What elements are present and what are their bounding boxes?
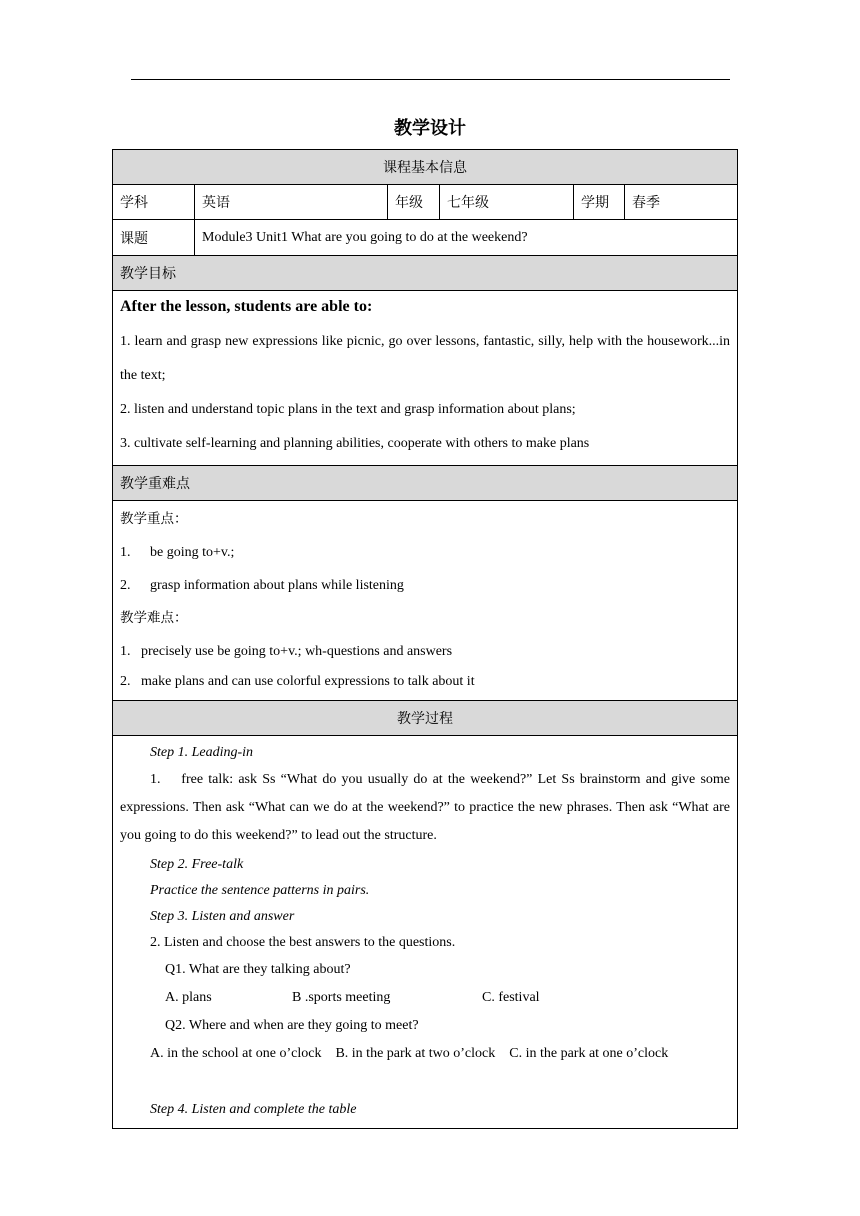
goal-item: 1. learn and grasp new expressions like picnic, go over lessons, fantastic, silly, help with the housework...in the text;	[120, 334, 730, 383]
difficult-label: 教学难点：	[120, 610, 188, 626]
step4-title: Step 4. Listen and complete the table	[150, 1102, 357, 1117]
section-process: 教学过程	[113, 701, 738, 736]
term-value: 春季	[625, 185, 738, 220]
question-1-options	[120, 984, 730, 1012]
option: C. festival	[482, 990, 540, 1005]
step1-title: Step 1. Leading-in	[150, 745, 254, 760]
lesson-plan-table	[112, 149, 738, 1129]
section-keypoints: 教学重难点	[113, 466, 738, 501]
goals-cell	[113, 291, 738, 466]
difficult-point-item: 1. precisely use be going to+v.; wh-questions and answers	[120, 644, 453, 659]
grade-value: 七年级	[440, 185, 574, 220]
key-point-text: grasp information about plans while listening	[150, 578, 404, 593]
key-point-number: 1.	[120, 545, 131, 560]
difficult-point-item: 2. make plans and can use colorful expressions to talk about it	[120, 674, 475, 689]
section-basic-info: 课程基本信息	[113, 150, 738, 185]
grade-label: 年级	[388, 185, 440, 220]
step3-instruction: 2. Listen and choose the best answers to the questions.	[150, 935, 456, 950]
topic-value: Module3 Unit1 What are you going to do at the weekend?	[195, 220, 738, 256]
step3-title: Step 3. Listen and answer	[150, 909, 295, 924]
key-label: 教学重点：	[120, 511, 188, 527]
key-point-text: be going to+v.;	[150, 545, 235, 560]
option: B .sports meeting	[292, 990, 391, 1005]
section-goals: 教学目标	[113, 256, 738, 291]
question-2-options: A. in the school at one o’clock B. in the park at two o’clock C. in the park at one o’clock	[150, 1046, 669, 1061]
question-2: Q2. Where and when are they going to meet?	[165, 1018, 419, 1033]
process-cell	[113, 736, 738, 1129]
key-point-number: 2.	[120, 578, 131, 593]
blank-line	[120, 1068, 730, 1096]
topic-label: 课题	[113, 220, 195, 256]
subject-value: 英语	[195, 185, 388, 220]
keypoints-cell	[113, 501, 738, 701]
goal-item: 3. cultivate self-learning and planning abilities, cooperate with others to make plans	[120, 436, 590, 451]
step2-text: Practice the sentence patterns in pairs.	[150, 883, 370, 898]
document-title: 教学设计	[394, 118, 466, 139]
step2-title: Step 2. Free-talk	[150, 857, 244, 872]
key-point-item	[120, 536, 730, 569]
header-rule	[131, 79, 730, 80]
subject-label: 学科	[113, 185, 195, 220]
step1-text: 1. free talk: ask Ss “What do you usually do at the weekend?” Let Ss brainstorm and give some expressions. Then ask “What can we do at the weekend?” to practice the new phrases. Then ask “What are you going to do this weekend?” to lead out the structure.	[120, 772, 734, 843]
option: A. plans	[165, 990, 212, 1005]
term-label: 学期	[574, 185, 625, 220]
question-1: Q1. What are they talking about?	[165, 962, 351, 977]
key-point-item	[120, 569, 730, 602]
goal-item: 2. listen and understand topic plans in the text and grasp information about plans;	[120, 402, 576, 417]
goals-heading: After the lesson, students are able to:	[120, 298, 373, 315]
